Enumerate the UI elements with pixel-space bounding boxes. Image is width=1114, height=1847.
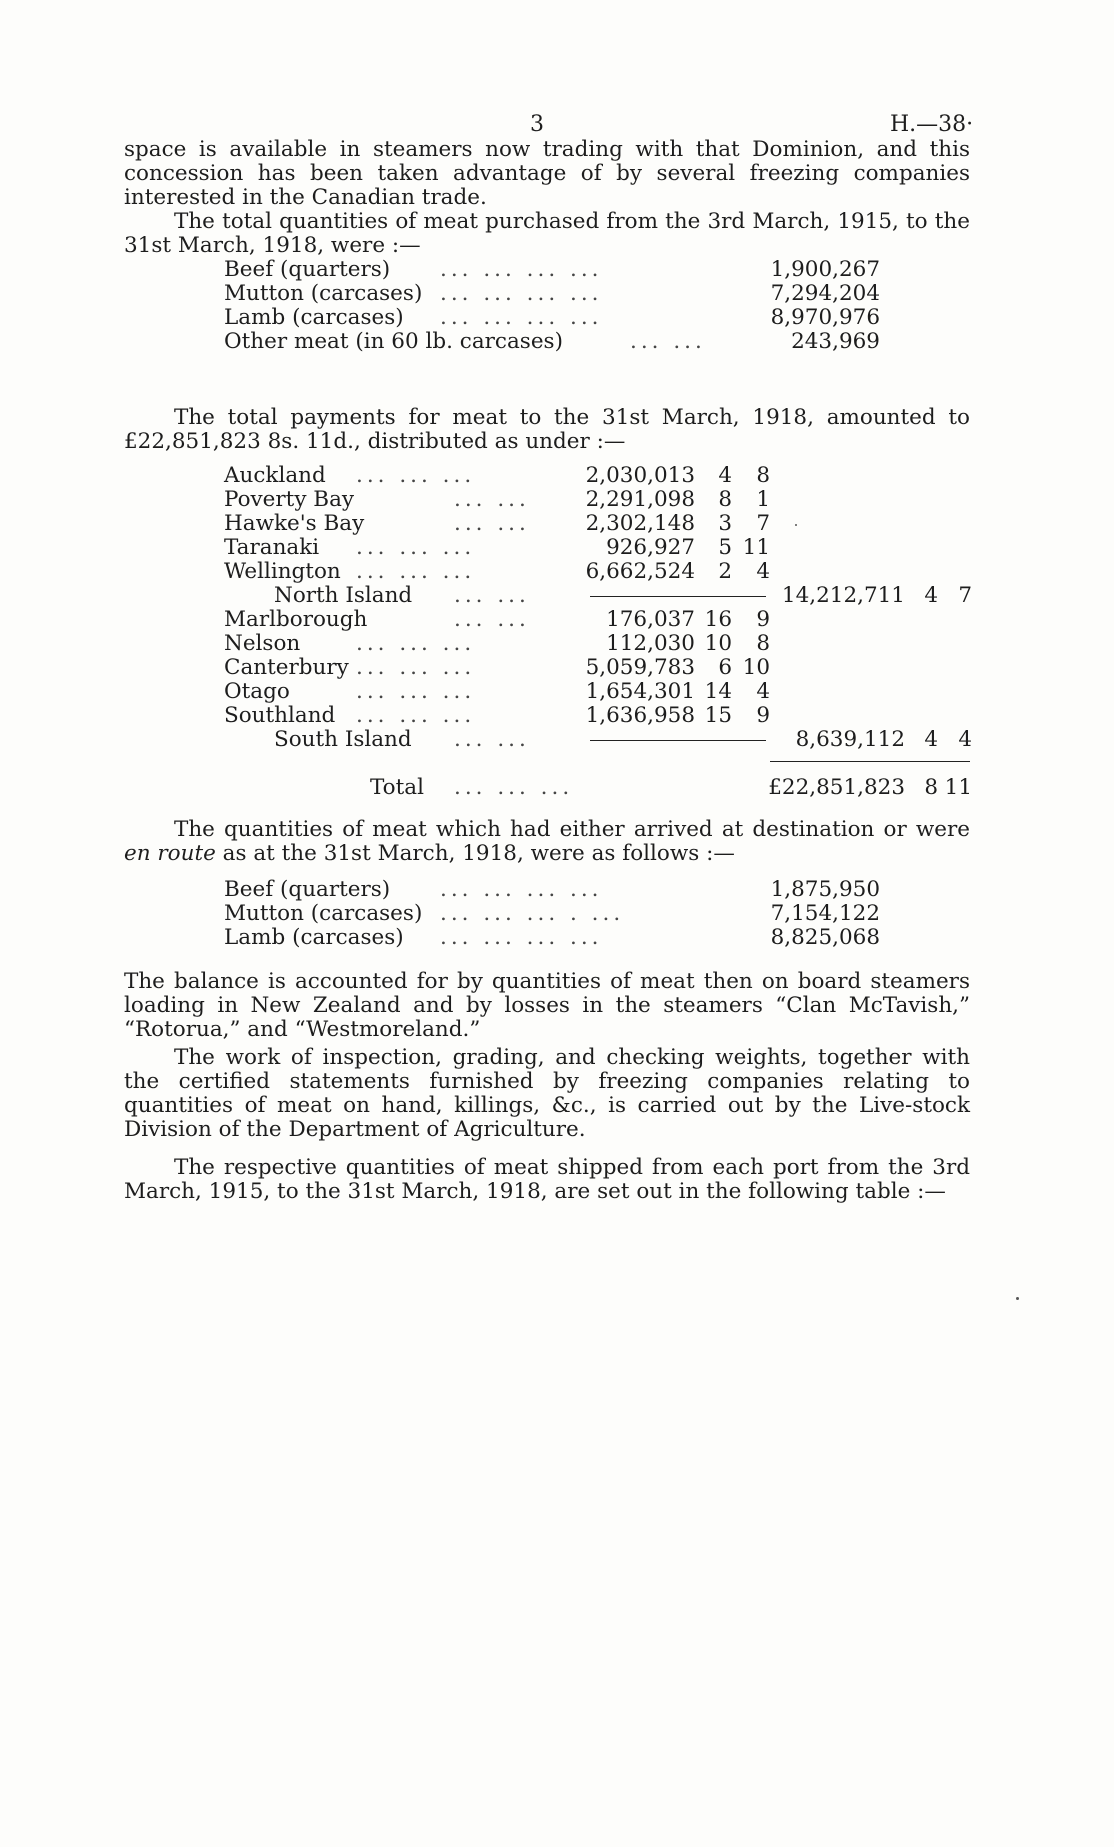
cell-pence: 8 xyxy=(756,631,770,656)
table-row-label: Marlborough xyxy=(224,607,368,632)
cell-pounds: 2,291,098 xyxy=(585,487,695,512)
list-item-label: Beef (quarters) xyxy=(224,257,391,282)
list-item-label: Beef (quarters) xyxy=(224,877,391,902)
list-item-value: 8,970,976 xyxy=(770,305,880,330)
table-row-label: Nelson xyxy=(224,631,301,656)
cell-shillings: 2 xyxy=(718,559,732,584)
leader-dots: ... ... xyxy=(454,583,530,608)
table-row-label: Poverty Bay xyxy=(224,487,355,512)
leader-dots: ... ... ... . ... xyxy=(440,901,625,926)
table-row-label: Taranaki xyxy=(224,535,320,560)
list-item-label: Lamb (carcases) xyxy=(224,305,404,330)
cell-shillings: 6 xyxy=(718,655,732,680)
leader-dots: ... ... xyxy=(454,727,530,752)
cell-pounds: 112,030 xyxy=(606,631,695,656)
subtotal-label: South Island xyxy=(274,727,412,752)
paragraph-balance: The balance is accounted for by quantities of meat then on board steamers loading in New Zealand and by losses in the steamers “Clan McTavish,” “Rotorua,” and “Westmoreland.” xyxy=(124,969,970,1042)
cell-pounds: 6,662,524 xyxy=(585,559,695,584)
leader-dots: ... ... xyxy=(630,329,706,354)
cell-shillings: 16 xyxy=(704,607,732,632)
paragraph-continuation: space is available in steamers now trading with that Dominion, and this concession has been taken advantage of by several freezing companies interested in the Canadian trade. xyxy=(124,137,970,210)
leader-dots: ... ... ... xyxy=(356,463,476,488)
document-reference: H.—38· xyxy=(890,112,974,137)
page-number: 3 xyxy=(530,112,544,137)
paragraph-shipments-intro: The respective quantities of meat shipped from each port from the 3rd March, 1915, to the 31st March, 1918, are set out in the following table :— xyxy=(124,1155,970,1204)
leader-dots: ... ... ... ... xyxy=(440,305,603,330)
cell-total-pence: 11 xyxy=(944,775,972,800)
cell-pounds: 1,636,958 xyxy=(585,703,695,728)
leader-dots: ... ... ... ... xyxy=(440,925,603,950)
leader-dots: ... ... ... xyxy=(356,703,476,728)
cell-pence: 9 xyxy=(756,703,770,728)
leader-dots: ... ... xyxy=(454,487,530,512)
table-row-label: Southland xyxy=(224,703,336,728)
cell-total-shillings: 8 xyxy=(924,775,938,800)
scan-speck xyxy=(795,524,797,526)
cell-shillings: 10 xyxy=(704,631,732,656)
list-item-value: 1,900,267 xyxy=(770,257,880,282)
cell-pence: 11 xyxy=(742,535,770,560)
cell-pounds: 176,037 xyxy=(606,607,695,632)
list-item-value: 7,154,122 xyxy=(770,901,880,926)
leader-dots: ... ... ... xyxy=(356,655,476,680)
cell-subtotal-shillings: 4 xyxy=(924,727,938,752)
subtotal-rule xyxy=(590,596,766,597)
total-label: Total xyxy=(370,775,424,800)
cell-shillings: 3 xyxy=(718,511,732,536)
cell-pounds: 2,302,148 xyxy=(585,511,695,536)
list-item-label: Mutton (carcases) xyxy=(224,901,423,926)
subtotal-rule xyxy=(590,740,766,741)
leader-dots: ... ... ... xyxy=(356,631,476,656)
table-row-label: Otago xyxy=(224,679,290,704)
table-row-label: Canterbury xyxy=(224,655,349,680)
cell-pounds: 2,030,013 xyxy=(585,463,695,488)
list-item-label: Other meat (in 60 lb. carcases) xyxy=(224,329,563,354)
list-item-label: Mutton (carcases) xyxy=(224,281,423,306)
table-row-label: Hawke's Bay xyxy=(224,511,365,536)
list-item-value: 1,875,950 xyxy=(770,877,880,902)
list-item-label: Lamb (carcases) xyxy=(224,925,404,950)
cell-pounds: 5,059,783 xyxy=(585,655,695,680)
cell-pounds: 926,927 xyxy=(606,535,695,560)
paragraph-inspection: The work of inspection, grading, and checking weights, together with the certified statements furnished by freezing companies relating to quantities of meat on hand, killings, &c., is carried out by the Live-stock Division of the Department of Agriculture. xyxy=(124,1045,970,1142)
cell-subtotal-pounds: 8,639,112 xyxy=(795,727,905,752)
cell-pence: 7 xyxy=(756,511,770,536)
cell-shillings: 8 xyxy=(718,487,732,512)
cell-pence: 1 xyxy=(756,487,770,512)
leader-dots: ... ... ... ... xyxy=(440,877,603,902)
scan-speck xyxy=(1016,1297,1019,1300)
table-row-label: Auckland xyxy=(224,463,326,488)
list-item-value: 243,969 xyxy=(791,329,880,354)
leader-dots: ... ... xyxy=(454,511,530,536)
paragraph-arrived-intro: The quantities of meat which had either arrived at destination or were en route as at the 31st March, 1918, were as follows :— xyxy=(124,817,970,866)
total-rule xyxy=(770,761,970,762)
leader-dots: ... ... ... xyxy=(356,559,476,584)
list-item-value: 7,294,204 xyxy=(770,281,880,306)
cell-pence: 10 xyxy=(742,655,770,680)
cell-shillings: 4 xyxy=(718,463,732,488)
cell-pounds: 1,654,301 xyxy=(585,679,695,704)
leader-dots: ... ... ... xyxy=(356,535,476,560)
paragraph-purchases-intro: The total quantities of meat purchased from the 3rd March, 1915, to the 31st March, 1918, were :— xyxy=(124,209,970,258)
cell-subtotal-pence: 4 xyxy=(958,727,972,752)
paragraph-payments-intro: The total payments for meat to the 31st March, 1918, amounted to £22,851,823 8s. 11d., distributed as under :— xyxy=(124,405,970,454)
list-item-value: 8,825,068 xyxy=(770,925,880,950)
cell-subtotal-pence: 7 xyxy=(958,583,972,608)
cell-pence: 8 xyxy=(756,463,770,488)
cell-subtotal-shillings: 4 xyxy=(924,583,938,608)
cell-shillings: 5 xyxy=(718,535,732,560)
cell-shillings: 14 xyxy=(704,679,732,704)
cell-shillings: 15 xyxy=(704,703,732,728)
leader-dots: ... ... ... ... xyxy=(440,281,603,306)
cell-pence: 9 xyxy=(756,607,770,632)
cell-pence: 4 xyxy=(756,679,770,704)
cell-total-pounds: £22,851,823 xyxy=(768,775,905,800)
leader-dots: ... ... ... ... xyxy=(440,257,603,282)
leader-dots: ... ... xyxy=(454,607,530,632)
cell-subtotal-pounds: 14,212,711 xyxy=(781,583,905,608)
table-row-label: Wellington xyxy=(224,559,341,584)
subtotal-label: North Island xyxy=(274,583,413,608)
leader-dots: ... ... ... xyxy=(356,679,476,704)
leader-dots: ... ... ... xyxy=(454,775,574,800)
cell-pence: 4 xyxy=(756,559,770,584)
